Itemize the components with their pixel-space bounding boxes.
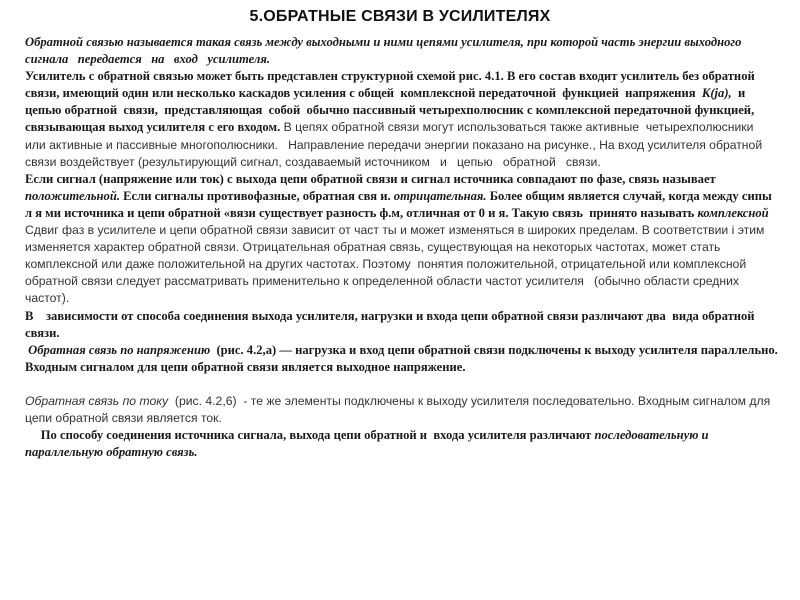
text-run: Если сигналы противофазные, обратная свя и.	[120, 188, 394, 203]
text-run-emphasis: Обратная связь по току	[25, 393, 169, 408]
paragraph-structure	[25, 68, 780, 171]
paragraph-source-connection	[25, 427, 780, 461]
spacer	[25, 376, 780, 393]
text-run: (рис. 4.2,а) — нагрузка и вход цепи обратной связи подключены к выходу усилителя параллельно. Входным сигналом для цепи обратной связи является выходное напряжение.	[25, 342, 781, 374]
text-run-emphasis: последовательную и параллельную обратную связь.	[25, 428, 712, 460]
text-run: По способу соединения источника сигнала, выхода цепи обратной и входа усилителя различают	[25, 428, 595, 443]
text-run: В цепях обратной связи могут использоваться также активные четырехполюсники или активные и пассивные многополюсники. Направление передачи энергии показано на рисунке., На вход усилителя обратной связи воздействует (результирующий сигнал, создаваемый источником и цепью обратной связи.	[25, 120, 766, 169]
paragraph-phase-shift: Сдвиг фаз в усилителе и цепи обратной связи зависит от част ты и может изменяться в широких пределам. В соответствии і этим изменяется характер обратной связи. Отрицательная обратная связь, существующая на некоторых частотах, может стать комплексной или даже положительной на других частотах. Поэтому понятия положительной, отрицательной или комплексной обратной связи следует рассматривать применительно к определенной области частот усилителя (обычно области средних частот).	[25, 223, 768, 306]
page-title: 5.ОБРАТНЫЕ СВЯЗИ В УСИЛИТЕЛЯХ	[249, 8, 551, 25]
text-run: Если сигнал (напряжение или ток) с выхода цепи обратной связи и сигнал источника совпадают по фазе, связь называет	[25, 171, 719, 186]
text-run: и цепью обратной связи, представляющая собой обычно пассивный четырехполюсник с комплексной передаточной функцией, связывающая выход усилителя с его входом.	[25, 86, 758, 135]
paragraph-voltage-feedback	[25, 342, 780, 376]
text-run: Более общим является случай, когда между сипы л я ми источника и цепи обратной «вязи существует разность ф.м, отличная от 0 и я. Такую связь принято называть	[25, 188, 775, 220]
text-run-formula: К(jа),	[701, 86, 732, 101]
paragraph-types: В зависимости от способа соединения выхода усилителя, нагрузки и входа цепи обратной связи различают два вида обратной связи.	[25, 308, 758, 340]
text-run-emphasis: комплексной	[697, 205, 769, 220]
paragraph-definition: Обратной связью называется такая связь между выходными и ними цепями усилителя, при которой часть энергии выходного сигнала передается на вход усилителя.	[25, 35, 745, 67]
text-run: Усилитель с обратной связью может быть представлен структурной схемой рис. 4.1. В его состав входит усилитель без обратной связи, имеющий один или несколько каскадов усиления с общей комплексной передаточной функцией напряжения	[25, 69, 758, 101]
text-run: (рис. 4.2,6) - те же элементы подключены к выходу усилителя последовательно. Входным сигналом для цепи обратной связи является ток.	[25, 393, 774, 425]
paragraph-phase	[25, 171, 780, 222]
text-run-emphasis: отрицательная.	[393, 188, 487, 203]
text-run-emphasis: Обратная связь по напряжению	[25, 342, 211, 357]
text-run-emphasis: положительной.	[25, 188, 120, 203]
document-body	[25, 34, 780, 461]
paragraph-current-feedback	[25, 393, 780, 427]
